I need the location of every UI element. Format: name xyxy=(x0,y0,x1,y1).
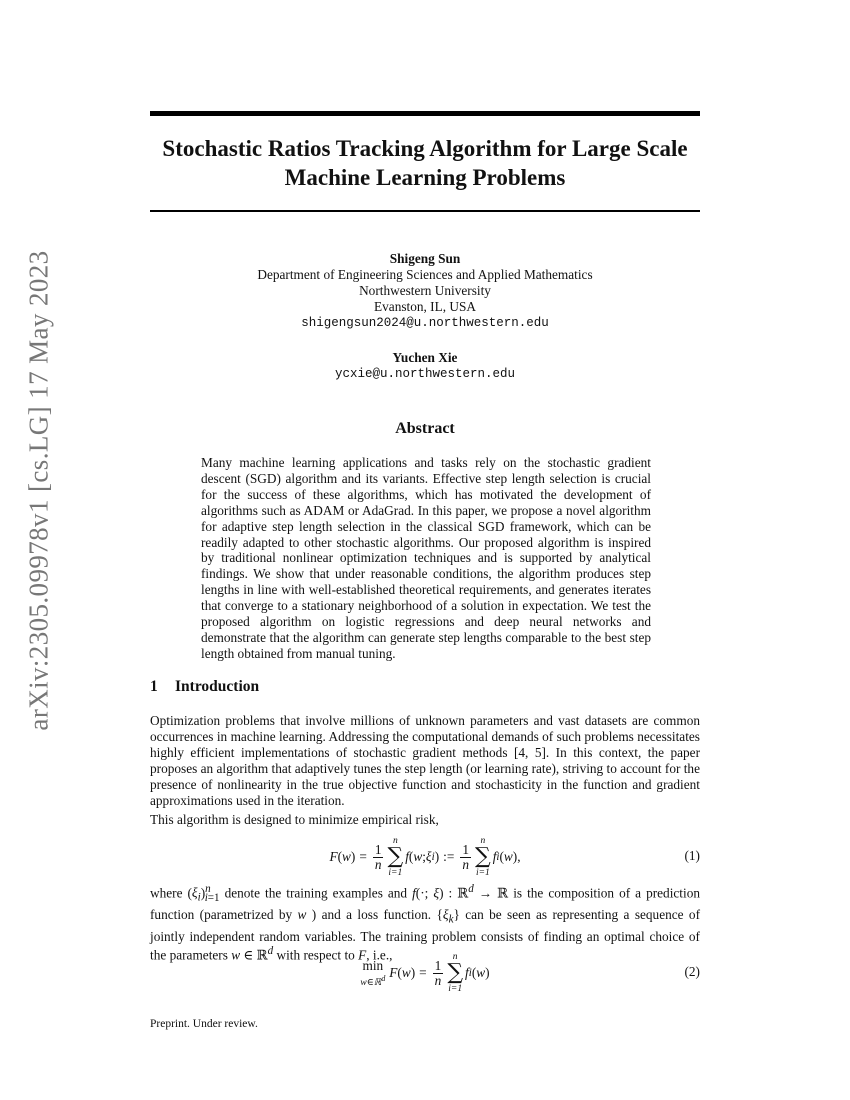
author-location: Evanston, IL, USA xyxy=(374,299,476,314)
arxiv-id-text: arXiv:2305.09978v1 [cs.LG] 17 May 2023 xyxy=(23,249,54,731)
author-block-1 xyxy=(150,251,700,331)
author-block-2 xyxy=(150,350,700,382)
equation-2 xyxy=(150,952,700,992)
intro-paragraph: Optimization problems that involve millions of unknown parameters and vast datasets are common occurrences in machine learning. Addressing the computational demands of such problems necessitates highly efficient implementations of stochastic gradient methods [4, 5]. In this context, the paper proposes an algorithm that adaptively tunes the step length (or learning rate), striving to account for the presence of nonlinearity in the true objective function and stochasticity in the function and gradient approximations used in the iteration. xyxy=(150,713,700,808)
equation-1-expression: F ( w ) = $\frac{1}{n}$ n ∑ i=1 f ( w ; ξ i ) := $\frac{1}{n}$ n ∑ i=1 f i ( w ), xyxy=(329,836,521,878)
author-email[interactable]: shigengsun2024@u.northwestern.edu xyxy=(301,316,549,330)
author-university: Northwestern University xyxy=(359,283,491,298)
title-top-rule xyxy=(150,111,700,116)
abstract-heading: Abstract xyxy=(395,420,455,437)
author-name: Yuchen Xie xyxy=(392,350,458,365)
equation-2-number: (2) xyxy=(684,964,700,979)
author-department: Department of Engineering Sciences and Applied Mathematics xyxy=(257,267,593,282)
author-name: Shigeng Sun xyxy=(389,251,461,266)
section-number: 1 xyxy=(150,678,158,695)
equation-1-number: (1) xyxy=(684,848,700,863)
equation-2-expression: min w∈ℝ$^d$ F ( w ) = $\frac{1}{n}$ n ∑ i=1 f i ( w ) xyxy=(360,952,490,994)
footer-note: Preprint. Under review. xyxy=(150,1018,258,1030)
abstract-text: Many machine learning applications and tasks rely on the stochastic gradient descent (SGD) algorithm and its variants. Effective step length selection is crucial for the success of these algorithms, which has motivated the development of algorithms such as ADAM or AdaGrad. In this paper, we propose a novel algorithm for adaptive step length selection in the classical SGD framework, which can be readily adapted to other stochastic algorithms. Our proposed algorithm is inspired by traditional nonlinear optimization techniques and is supported by analytical findings. We show that under reasonable conditions, the algorithm produces step lengths in line with well-established theoretical requirements, and generates iterates that converge to a stationary neighborhood of a solution in expectation. We test the proposed algorithm on logistic regressions and deep neural networks and demonstrate that the algorithm can generate step lengths comparable to the best step length obtained from manual tuning. xyxy=(201,455,651,661)
equation-1 xyxy=(150,836,700,876)
section-title: Introduction xyxy=(175,678,260,695)
section-heading-introduction xyxy=(150,678,259,696)
author-email[interactable]: ycxie@u.northwestern.edu xyxy=(334,367,516,381)
title-bottom-rule xyxy=(150,210,700,212)
arxiv-identifier-stamp xyxy=(15,249,63,731)
intro-paragraph: This algorithm is designed to minimize empirical risk, xyxy=(150,812,439,827)
paper-title: Stochastic Ratios Tracking Algorithm for Large Scale Machine Learning Problems xyxy=(162,136,688,190)
intro-paragraph-with-math: where $(\xi_i)^n_{i=1}$ denote the training examples and f(·; ξ) : ℝ$^d$ → ℝ is the composition of a prediction function (parametrized by w ) and a loss function. $\{\xi_k\}$ can be seen as representing a sequence of jointly independent random variables. The training problem consists of finding an optimal choice of the parameters w ∈ ℝ$^d$ with respect to F, i.e., xyxy=(150,883,700,963)
